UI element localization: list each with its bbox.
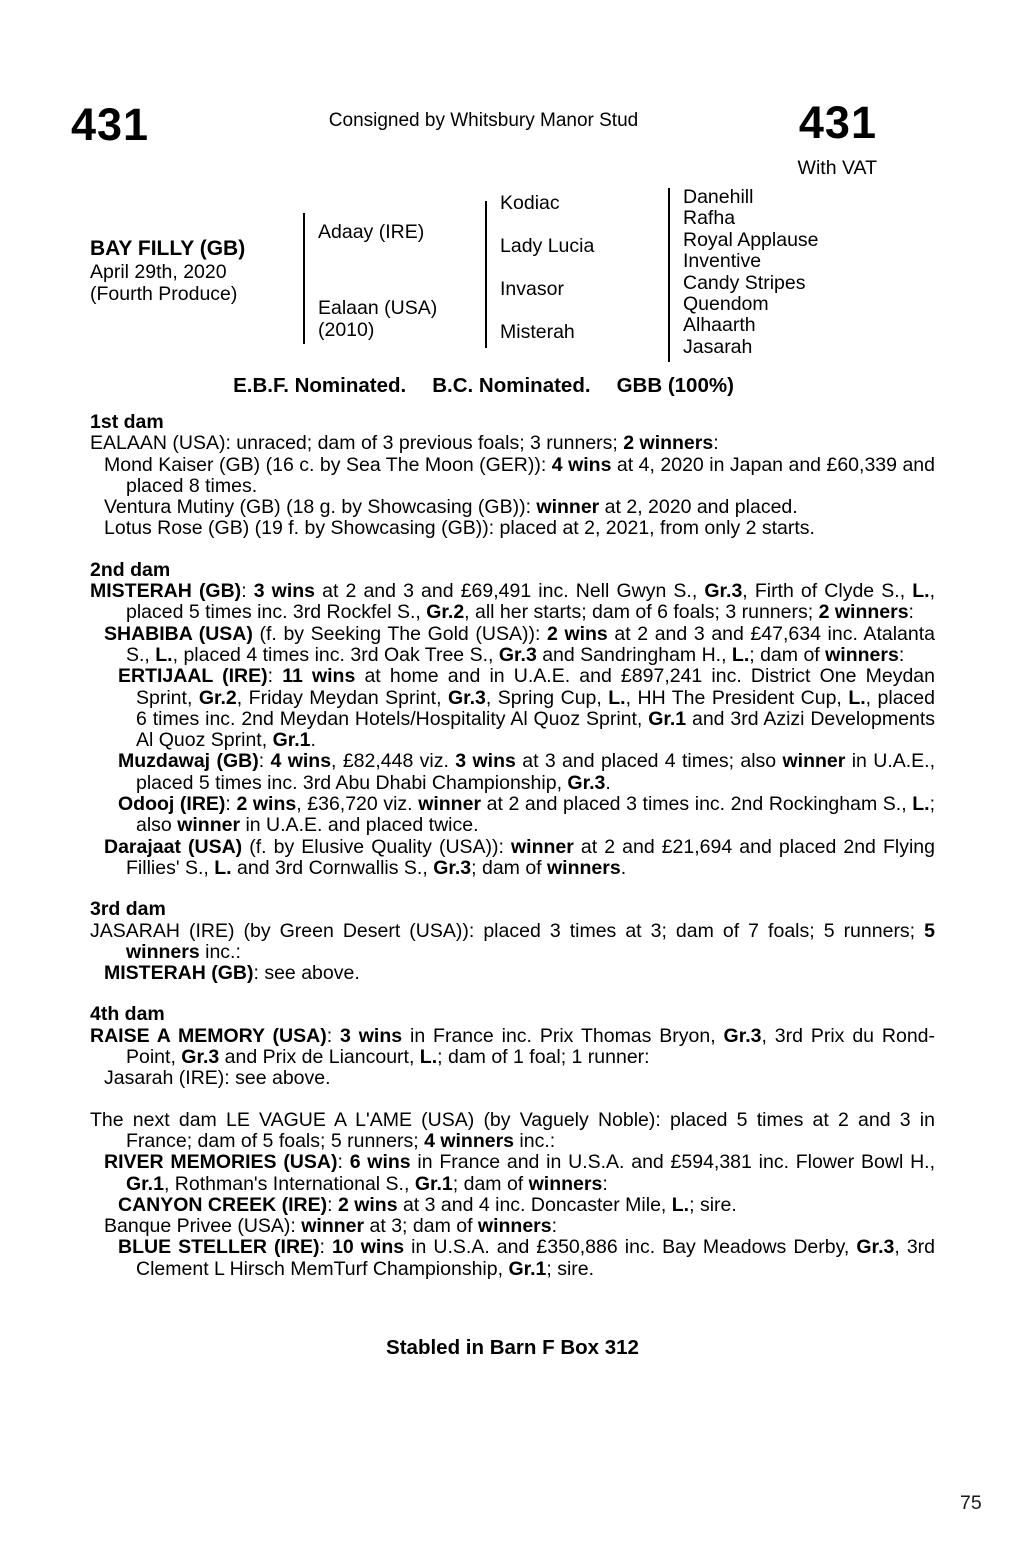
gen3-name: Candy Stripes: [683, 271, 806, 294]
lot-number-right: 431: [798, 97, 877, 148]
pedigree-table: [90, 186, 880, 368]
gen3-name: Alhaarth: [683, 314, 756, 337]
ebf-nominated: E.B.F. Nominated.: [233, 374, 407, 397]
sire-name: Adaay (IRE): [318, 221, 425, 243]
pedigree-paragraph: SHABIBA (USA) (f. by Seeking The Gold (USA)): 2 wins at 2 and 3 and £47,634 inc. Atalanta S., L., placed 4 times inc. 3rd Oak Tree S., Gr.3 and Sandringham H., L.; dam of winners:: [104, 622, 935, 666]
dam-sire-name: Invasor: [500, 278, 564, 300]
gen3-name: Danehill: [683, 186, 754, 208]
section-heading: 4th dam: [90, 1003, 165, 1026]
pedigree-section: [90, 1004, 935, 1089]
pedigree-divider-3: [668, 188, 670, 362]
pedigree-paragraph: RIVER MEMORIES (USA): 6 wins in France and in U.S.A. and £594,381 inc. Flower Bowl H., Gr.1, Rothman's International S., Gr.1; dam of winners:: [104, 1151, 936, 1195]
dam-year: (2010): [318, 319, 375, 341]
subject-foaling-date: April 29th, 2020: [90, 261, 227, 283]
pedigree-section: [90, 1110, 935, 1280]
lot-number-left: 431: [71, 99, 150, 150]
pedigree-paragraph: Banque Privee (USA): winner at 3; dam of winners:: [104, 1215, 558, 1238]
pedigree-section: [90, 560, 935, 879]
subject-block: [90, 237, 245, 305]
dam-dam-name: Misterah: [500, 321, 575, 343]
dam-name: Ealaan (USA): [318, 297, 438, 319]
pedigree-paragraph: RAISE A MEMORY (USA): 3 wins in France inc. Prix Thomas Bryon, Gr.3, 3rd Prix du Rond-Point, Gr.3 and Prix de Liancourt, L.; dam of 1 foal; 1 runner:: [90, 1024, 935, 1069]
gen3-name: Rafha: [683, 207, 736, 230]
sire-dam-name: Lady Lucia: [500, 235, 595, 257]
pedigree-paragraph: ERTIJAAL (IRE): 11 wins at home and in U.A.E. and £897,241 inc. District One Meydan Sprint, Gr.2, Friday Meydan Sprint, Gr.3, Spring Cup, L., HH The President Cup, L., placed 6 times inc. 2nd Meydan Hotels/Hospitality Al Quoz Sprint, Gr.1 and 3rd Azizi Developments Al Quoz Sprint, Gr.1.: [118, 665, 935, 752]
bc-nominated: B.C. Nominated.: [432, 374, 591, 397]
dam-block: [318, 297, 437, 341]
pedigree-divider-1: [303, 213, 305, 344]
pedigree-divider-2: [485, 201, 487, 348]
pedigree-paragraph: Darajaat (USA) (f. by Elusive Quality (USA)): winner at 2 and £21,694 and placed 2nd Flying Fillies' S., L. and 3rd Cornwallis S., Gr.3; dam of winners.: [104, 835, 935, 879]
pedigree-paragraph: BLUE STELLER (IRE): 10 wins in U.S.A. and £350,886 inc. Bay Meadows Derby, Gr.3, 3rd Clement L Hirsch MemTurf Championship, Gr.1; sire.: [118, 1236, 936, 1280]
pedigree-paragraph: MISTERAH (GB): see above.: [104, 962, 360, 985]
gen3-name: Quendom: [683, 293, 769, 316]
generation3-column: [683, 187, 819, 358]
pedigree-paragraph: EALAAN (USA): unraced; dam of 3 previous foals; 3 runners; 2 winners:: [90, 432, 719, 455]
pedigree-paragraph: Mond Kaiser (GB) (16 c. by Sea The Moon (GER)): 4 wins at 4, 2020 in Japan and £60,339 and placed 8 times.: [104, 453, 935, 497]
pedigree-paragraph: CANYON CREEK (IRE): 2 wins at 3 and 4 inc. Doncaster Mile, L.; sire.: [118, 1193, 737, 1216]
subject-produce-note: (Fourth Produce): [90, 283, 238, 305]
gen3-name: Inventive: [683, 250, 762, 273]
pedigree-section: [90, 412, 935, 540]
pedigree-paragraph: JASARAH (IRE) (by Green Desert (USA)): placed 3 times at 3; dam of 7 foals; 5 runners; 5 winners inc.:: [90, 919, 935, 963]
consignor-line: Consigned by Whitsbury Manor Stud: [328, 110, 639, 131]
gbb-note: GBB (100%): [616, 374, 734, 397]
pedigree-paragraph: Odooj (IRE): 2 wins, £36,720 viz. winner at 2 and placed 3 times inc. 2nd Rockingham S., L.; also winner in U.A.E. and placed twice.: [118, 793, 935, 837]
gen3-name: Jasarah: [683, 335, 753, 358]
page-number: 75: [960, 1492, 982, 1514]
section-heading: 2nd dam: [90, 558, 171, 581]
stabling-line: Stabled in Barn F Box 312: [386, 1336, 639, 1359]
nomination-line: [90, 374, 877, 398]
pedigree-paragraph: The next dam LE VAGUE A L'AME (USA) (by Vaguely Noble): placed 5 times at 2 and 3 in France; dam of 5 foals; 5 runners; 4 winners inc.:: [90, 1108, 935, 1152]
gen3-name: Royal Applause: [683, 228, 819, 251]
pedigree-sections: [90, 412, 935, 1280]
vat-note: With VAT: [797, 157, 877, 179]
pedigree-section: [90, 899, 935, 984]
section-heading: 1st dam: [90, 411, 164, 433]
section-heading: 3rd dam: [90, 898, 166, 921]
pedigree-paragraph: Muzdawaj (GB): 4 wins, £82,448 viz. 3 wins at 3 and placed 4 times; also winner in U.A.E., placed 5 times inc. 3rd Abu Dhabi Championship, Gr.3.: [118, 750, 936, 794]
pedigree-paragraph: Ventura Mutiny (GB) (18 g. by Showcasing (GB)): winner at 2, 2020 and placed.: [104, 496, 798, 519]
subject-name: BAY FILLY (GB): [90, 237, 246, 260]
pedigree-paragraph: MISTERAH (GB): 3 wins at 2 and 3 and £69,491 inc. Nell Gwyn S., Gr.3, Firth of Clyde S., L., placed 5 times inc. 3rd Rockfel S., Gr.2, all her starts; dam of 6 foals; 3 runners; 2 winners:: [90, 580, 935, 624]
sire-sire-name: Kodiac: [500, 192, 560, 214]
pedigree-paragraph: Lotus Rose (GB) (19 f. by Showcasing (GB)): placed at 2, 2021, from only 2 starts.: [104, 517, 815, 540]
pedigree-paragraph: Jasarah (IRE): see above.: [104, 1067, 331, 1090]
